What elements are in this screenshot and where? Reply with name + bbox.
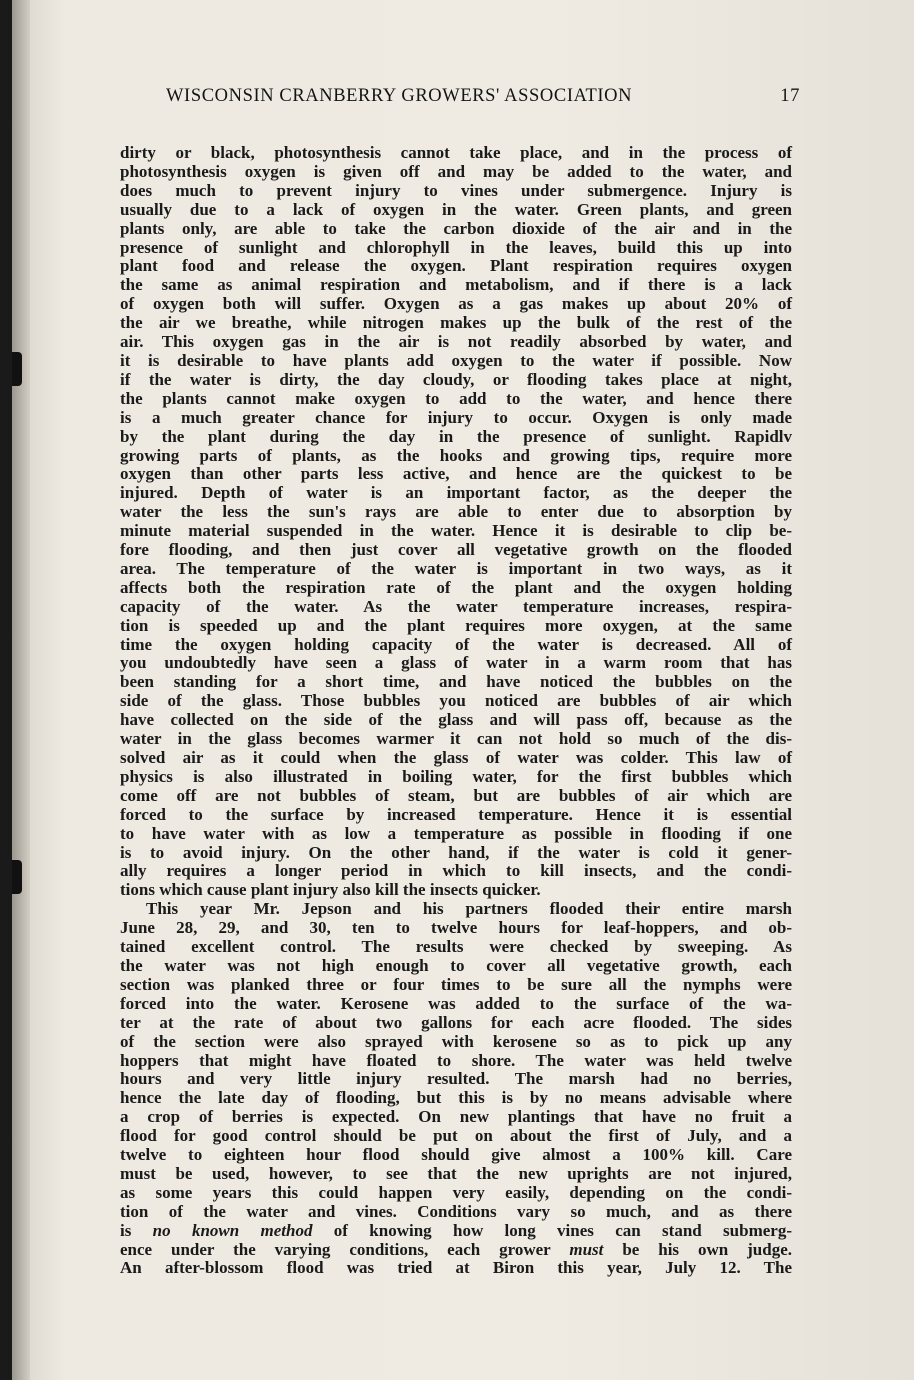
text-line: water the less the sun's rays are able to enter due to absorption by [120,502,792,522]
text-line: by the plant during the day in the presence of sunlight. Rapidlv [120,426,792,446]
text-line: area. The temperature of the water is important in two ways, as it [120,558,792,578]
text-line: tained excellent control. The results were checked by sweeping. As [120,937,792,957]
text-line: physics is also illustrated in boiling water, for the first bubbles which [120,766,792,786]
text-line: hours and very little injury resulted. The marsh had no berries, [120,1069,792,1089]
text-line: have collected on the side of the glass and will pass off, because as the [120,710,792,730]
text-line: minute material suspended in the water. Hence it is desirable to clip be- [120,521,792,541]
binding-mark [12,860,22,894]
text-line: come off are not bubbles of steam, but are bubbles of air which are [120,785,792,805]
text-line: flood for good control should be put on about the first of July, and a [120,1126,792,1146]
text-line: time the oxygen holding capacity of the water is decreased. All of [120,634,792,654]
text-line: plants only, are able to take the carbon dioxide of the air and in the [120,218,792,238]
text-line: is to avoid injury. On the other hand, if the water is cold it gener- [120,842,792,862]
text-line: oxygen than other parts less active, and hence are the quickest to be [120,464,792,484]
text-line: if the water is dirty, the day cloudy, or flooding takes place at night, [120,369,792,389]
text-line: water in the glass becomes warmer it can not hold so much of the dis- [120,729,792,749]
text-line: dirty or black, photosynthesis cannot take place, and in the process of [120,143,792,162]
text-line: photosynthesis oxygen is given off and may be added to the water, and [120,161,792,181]
text-line: it is desirable to have plants add oxygen to the water if possible. Now [120,350,792,370]
text-line: plant food and release the oxygen. Plant respiration requires oxygen [120,256,792,276]
emphasis-text: must [569,1239,604,1259]
binding-mark [12,352,22,386]
text-line: the air we breathe, while nitrogen makes up the bulk of the rest of the [120,313,792,333]
text-line: forced into the water. Kerosene was added to the surface of the wa- [120,993,792,1013]
text-line: tion is speeded up and the plant requires more oxygen, at the same [120,615,792,635]
text-line: is a much greater chance for injury to occur. Oxygen is only made [120,407,792,427]
text-line-italic-2: ence under the varying conditions, each grower must be his own judge. [120,1239,792,1259]
text-line: of the section were also sprayed with kerosene so as to pick up any [120,1031,792,1051]
text-line: side of the glass. Those bubbles you noticed are bubbles of air which [120,691,792,711]
text-line: This year Mr. Jepson and his partners flooded their entire marsh [146,899,792,919]
body-text [120,144,792,1278]
text-line: as some years this could happen very easily, depending on the condi- [120,1182,792,1202]
text-line: usually due to a lack of oxygen in the water. Green plants, and green [120,199,792,219]
page-number: 17 [780,86,800,106]
text-line: ally requires a longer period in which to kill insects, and the condi- [120,861,792,881]
text-line: must be used, however, to see that the new uprights are not injured, [120,1163,792,1183]
emphasis-text: no known method [152,1220,313,1240]
text-line: injured. Depth of water is an important factor, as the deeper the [120,483,792,503]
text-line: hence the late day of flooding, but this is by no means advisable where [120,1088,792,1108]
page [12,0,914,1380]
text-line: a crop of berries is expected. On new plantings that have no fruit a [120,1107,792,1127]
text-line: of oxygen both will suffer. Oxygen as a gas makes up about 20% of [120,294,792,314]
text-line: growing parts of plants, as the hooks and growing tips, require more [120,445,792,465]
text-line: solved air as it could when the glass of water was colder. This law of [120,748,792,767]
text-line-last: An after-blossom flood was tried at Biron this year, July 12. The [120,1258,792,1278]
text-line: tions which cause plant injury also kill the insects quicker. [120,880,541,900]
text-line: tion of the water and vines. Conditions vary so much, and as there [120,1201,792,1221]
paragraph-1 [120,144,792,900]
text-line: June 28, 29, and 30, ten to twelve hours for leaf-hoppers, and ob- [120,918,792,938]
text-line: capacity of the water. As the water temperature increases, respira- [120,596,792,616]
text-line-italic-1: is no known method of knowing how long vines can stand submerg- [120,1220,792,1240]
text-line: you undoubtedly have seen a glass of water in a warm room that has [120,653,792,673]
page-edge-shadow [12,0,30,1380]
text-line: twelve to eighteen hour flood should give almost a 100% kill. Care [120,1145,792,1165]
running-head-title: WISCONSIN CRANBERRY GROWERS' ASSOCIATION [166,86,633,106]
text-line: affects both the respiration rate of the plant and the oxygen holding [120,577,792,597]
text-line: the same as animal respiration and metabolism, and if there is a lack [120,275,792,295]
text-line: to have water with as low a temperature as possible in flooding if one [120,823,792,843]
text-line: forced to the surface by increased temperature. Hence it is essential [120,804,792,824]
text-line: the water was not high enough to cover all vegetative growth, each [120,955,792,975]
text-line: fore flooding, and then just cover all vegetative growth on the flooded [120,540,792,560]
paragraph-2 [120,900,792,1221]
running-head [166,86,806,107]
text-line: been standing for a short time, and have noticed the bubbles on the [120,672,792,692]
text-line: does much to prevent injury to vines under submergence. Injury is [120,180,792,200]
text-line: ter at the rate of about two gallons for each acre flooded. The sides [120,1012,792,1032]
text-line: section was planked three or four times to be sure all the nymphs were [120,974,792,994]
text-line: the plants cannot make oxygen to add to the water, and hence there [120,388,792,408]
text-line: hoppers that might have floated to shore. The water was held twelve [120,1050,792,1070]
text-line: presence of sunlight and chlorophyll in the leaves, build this up into [120,237,792,257]
text-line: air. This oxygen gas in the air is not readily absorbed by water, and [120,332,792,352]
